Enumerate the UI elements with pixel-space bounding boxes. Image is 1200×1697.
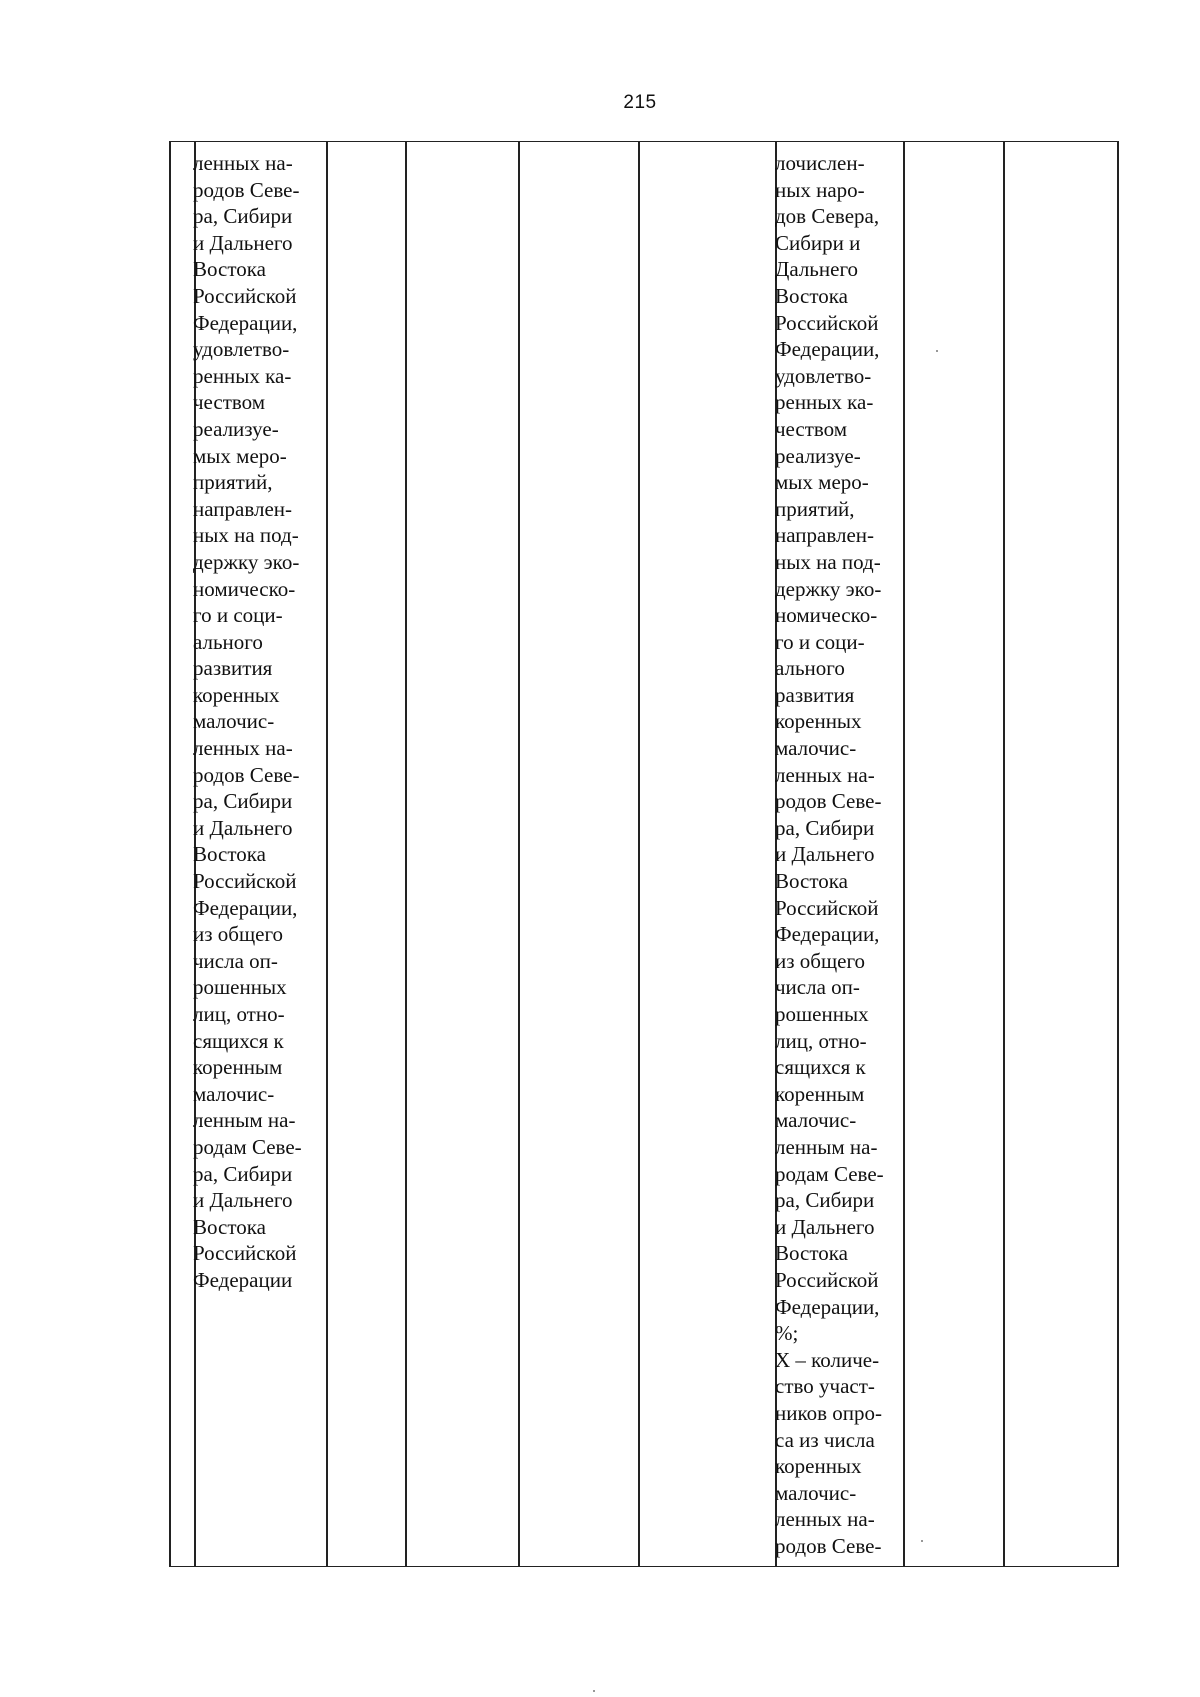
cell-calculation-method <box>775 150 884 1559</box>
cell-text-line: Сибири и <box>775 230 861 255</box>
cell-text-line: Федерации, <box>775 1294 880 1319</box>
cell-text-line: держку эко- <box>775 576 882 601</box>
cell-text-line: и Дальнего <box>775 842 875 867</box>
column-divider <box>326 142 328 1566</box>
column-divider <box>518 142 520 1566</box>
cell-text-line: коренных <box>775 1454 862 1479</box>
cell-text-line: родов Севе- <box>775 789 882 814</box>
cell-text-line: ных на под- <box>775 549 881 574</box>
cell-text-line: ных наро- <box>775 177 865 202</box>
cell-text-line: ра, Сибири <box>775 815 875 840</box>
cell-text-line: сящихся к <box>193 1028 284 1053</box>
cell-text-line: ленным на- <box>775 1134 878 1159</box>
cell-text-line: ство участ- <box>775 1374 875 1399</box>
column-divider <box>405 142 407 1566</box>
cell-text-line: ального <box>775 656 845 681</box>
cell-text-line: Российской <box>775 895 879 920</box>
scan-speck <box>593 1690 595 1692</box>
cell-text-line: числа оп- <box>193 948 278 973</box>
cell-text-line: малочис- <box>775 1480 857 1505</box>
cell-text-line: ленных на- <box>775 762 875 787</box>
cell-text-line: ных на под- <box>193 523 299 548</box>
cell-text-line: Востока <box>775 1241 848 1266</box>
cell-text-line: мых меро- <box>193 443 287 468</box>
cell-text-line: Федерации, <box>193 895 298 920</box>
cell-text-line: дов Севера, <box>775 204 880 229</box>
cell-text-line: лиц, отно- <box>775 1028 867 1053</box>
cell-text-line: лиц, отно- <box>193 1002 285 1026</box>
cell-text-line: Дальнего <box>775 257 859 282</box>
cell-text-line: ленных на- <box>775 1507 875 1532</box>
scan-speck <box>936 350 938 352</box>
cell-text-line: направлен- <box>193 496 293 521</box>
page-number: 215 <box>623 92 657 113</box>
cell-text-line: малочис- <box>775 1108 857 1133</box>
cell-text-line: чеством <box>775 416 848 441</box>
cell-text-line: из общего <box>775 948 866 973</box>
cell-text-line: ра, Сибири <box>775 1188 875 1213</box>
cell-text-line: малочис- <box>193 1081 275 1106</box>
cell-text-line: са из числа <box>775 1427 875 1452</box>
cell-text-line: ренных ка- <box>193 363 292 388</box>
cell-indicator-name <box>193 150 302 1294</box>
cell-text-line: приятий, <box>193 470 273 495</box>
cell-text-line: Востока <box>193 1214 266 1239</box>
cell-text-line: ра, Сибири <box>193 1161 293 1186</box>
cell-text-line: ренных ка- <box>775 390 874 415</box>
cell-text-line: направлен- <box>775 523 875 548</box>
cell-text-line: ального <box>193 629 263 654</box>
cell-text-line: го и соци- <box>193 603 283 628</box>
cell-text-line: развития <box>775 682 855 707</box>
scan-speck <box>921 1540 923 1542</box>
cell-text-line: ра, Сибири <box>193 789 293 814</box>
cell-text-line: Востока <box>775 869 848 894</box>
cell-text-line: Российской <box>193 869 297 894</box>
cell-text-line: числа оп- <box>775 975 860 1000</box>
cell-text-line: ленных на- <box>193 736 293 761</box>
cell-text-line: реализуе- <box>193 416 279 441</box>
cell-text-line: коренных <box>193 682 280 707</box>
cell-text-line: рошенных <box>775 1002 869 1026</box>
cell-text-line: приятий, <box>775 496 855 521</box>
cell-text-line: рошенных <box>193 975 287 1000</box>
cell-text-line: %; <box>775 1321 799 1346</box>
cell-text-line: держку эко- <box>193 549 300 574</box>
column-divider <box>638 142 640 1566</box>
column-divider <box>903 142 905 1566</box>
cell-text-line: Российской <box>193 1241 297 1266</box>
cell-text-line: номическо- <box>193 576 296 601</box>
cell-text-line: Федерации, <box>775 337 880 362</box>
cell-text-line: и Дальнего <box>193 815 293 840</box>
cell-text-line: и Дальнего <box>193 1188 293 1213</box>
cell-text-line: Российской <box>775 310 879 335</box>
cell-text-line: коренным <box>775 1081 865 1106</box>
cell-text-line: коренным <box>193 1055 283 1080</box>
cell-text-line: родов Севе- <box>193 762 300 787</box>
cell-text-line: родам Севе- <box>775 1161 884 1186</box>
column-divider <box>169 142 171 1566</box>
cell-text-line: малочис- <box>775 736 857 761</box>
cell-text-line: ников опро- <box>775 1400 883 1425</box>
cell-text-line: родов Севе- <box>193 177 300 202</box>
cell-text-line: Федерации, <box>775 922 880 947</box>
cell-text-line: и Дальнего <box>193 230 293 255</box>
cell-text-line: коренных <box>775 709 862 734</box>
cell-text-line: Российской <box>193 283 297 308</box>
cell-text-line: удовлетво- <box>193 337 290 362</box>
cell-text-line: мых меро- <box>775 470 869 495</box>
column-divider <box>1003 142 1005 1566</box>
cell-text-line: удовлетво- <box>775 363 872 388</box>
cell-text-line: Востока <box>193 257 266 282</box>
cell-text-line: Востока <box>193 842 266 867</box>
cell-text-line: Федерации <box>193 1267 293 1292</box>
cell-text-line: лочислен- <box>775 151 865 175</box>
cell-text-line: Федерации, <box>193 310 298 335</box>
cell-text-line: Востока <box>775 283 848 308</box>
cell-text-line: ленных на- <box>193 151 293 175</box>
cell-text-line: ленным на- <box>193 1108 296 1133</box>
cell-text-line: родов Севе- <box>775 1533 882 1558</box>
cell-text-line: го и соци- <box>775 629 865 654</box>
cell-text-line: чеством <box>193 390 266 415</box>
cell-text-line: реализуе- <box>775 443 861 468</box>
column-divider <box>1117 142 1119 1566</box>
cell-text-line: ра, Сибири <box>193 204 293 229</box>
data-table <box>169 141 1119 1567</box>
cell-text-line: родам Севе- <box>193 1134 302 1159</box>
cell-text-line: номическо- <box>775 603 878 628</box>
cell-text-line: малочис- <box>193 709 275 734</box>
cell-text-line: из общего <box>193 922 284 947</box>
cell-text-line: развития <box>193 656 273 681</box>
cell-text-line: X – количе- <box>775 1347 880 1372</box>
cell-text-line: сящихся к <box>775 1055 866 1080</box>
cell-text-line: Российской <box>775 1267 879 1292</box>
cell-text-line: и Дальнего <box>775 1214 875 1239</box>
